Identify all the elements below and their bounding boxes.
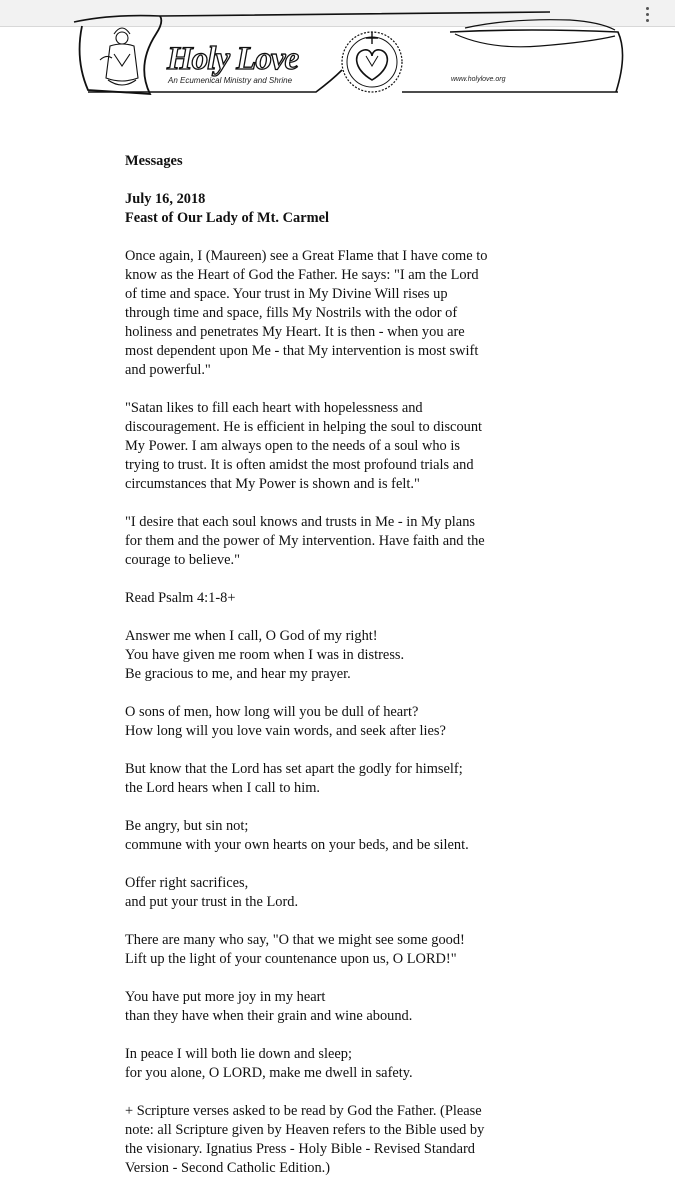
message-content — [125, 152, 605, 1197]
psalm-stanza: Answer me when I call, O God of my right! You have given me room when I was in distress. Be gracious to me, and hear my prayer. — [125, 628, 405, 682]
message-header — [125, 190, 605, 228]
psalm-stanza: In peace I will both lie down and sleep; for you alone, O LORD, make me dwell in safety. — [125, 1046, 413, 1081]
section-title: Messages — [125, 153, 183, 169]
psalm-stanza: There are many who say, "O that we might see some good! Lift up the light of your countenance upon us, O LORD!" — [125, 932, 465, 967]
psalm-stanza: O sons of men, how long will you be dull of heart? How long will you love vain words, and seek after lies? — [125, 704, 446, 739]
more-options-icon[interactable] — [637, 4, 657, 24]
footnote: + Scripture verses asked to be read by God the Father. (Please note: all Scripture given by Heaven refers to the Bible used by the visionary. Ignatius Press - Holy Bible - Revised Standard Version - Second Catholic Edition.) — [125, 1103, 485, 1176]
message-date: July 16, 2018 — [125, 191, 206, 207]
psalm-stanza: Be angry, but sin not; commune with your own hearts on your beds, and be silent. — [125, 818, 469, 853]
virgin-mary-icon — [100, 28, 138, 85]
psalm-stanza: But know that the Lord has set apart the godly for himself; the Lord hears when I call to him. — [125, 761, 463, 796]
psalm-stanza: You have put more joy in my heart than they have when their grain and wine abound. — [125, 989, 413, 1024]
message-paragraph: "I desire that each soul knows and trusts in Me - in My plans for them and the power of My intervention. Have faith and the courage to believe." — [125, 514, 485, 568]
scripture-reference: Read Psalm 4:1-8+ — [125, 590, 236, 606]
message-paragraph: "Satan likes to fill each heart with hopelessness and discouragement. He is efficient in helping the soul to discount My Power. I am always open to the needs of a soul who is trying to trust. It is often amidst the most profound trials and circumstances that My Power is shown and is felt." — [125, 400, 483, 492]
message-feast: Feast of Our Lady of Mt. Carmel — [125, 210, 329, 226]
brand-title: Holy Love — [167, 41, 299, 77]
brand-subtitle: An Ecumenical Ministry and Shrine — [168, 76, 293, 85]
message-paragraph: Once again, I (Maureen) see a Great Flame that I have come to know as the Heart of God the Father. He says: "I am the Lord of time and space. Your trust in My Divine Will rises up through time and space, fills My Nostrils with the odor of holiness and penetrates My Heart. It is then - when you are most dependent upon Me - that My intervention is most swift and powerful." — [125, 248, 488, 378]
psalm-stanza: Offer right sacrifices, and put your trust in the Lord. — [125, 875, 299, 910]
brand-url[interactable]: www.holylove.org — [451, 76, 506, 83]
